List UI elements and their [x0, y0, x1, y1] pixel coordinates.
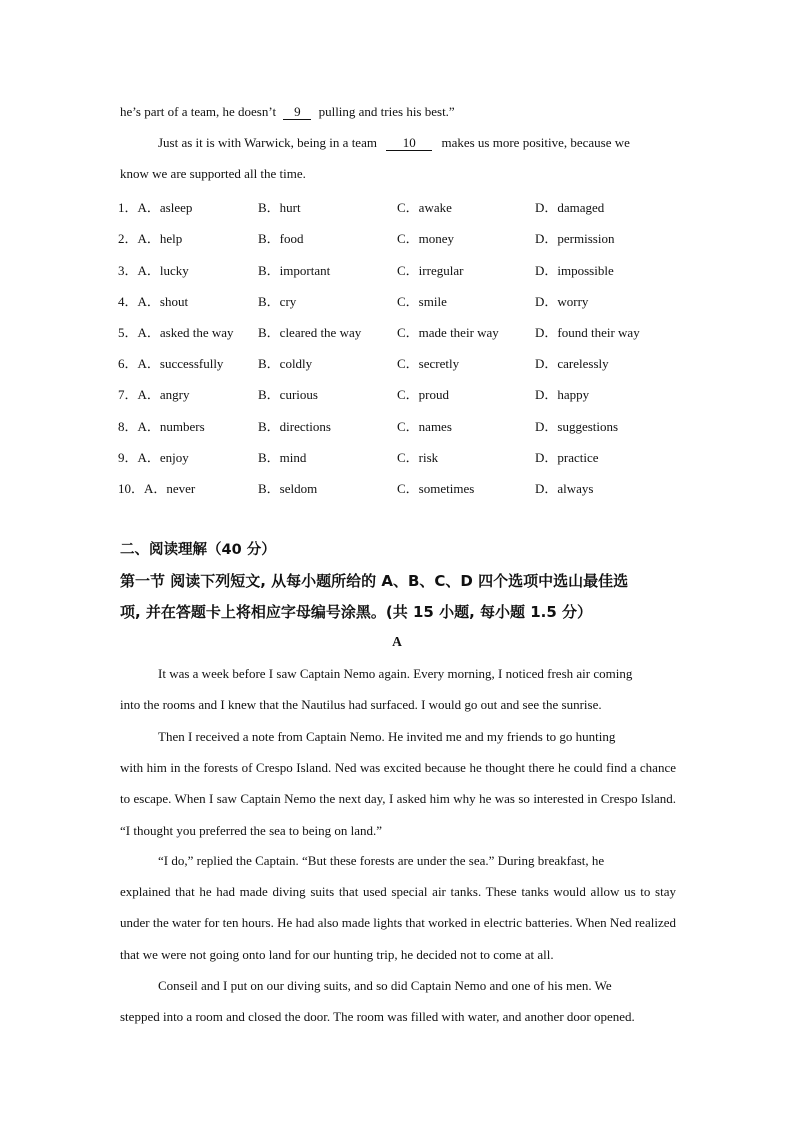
option-d: D．suggestions	[535, 419, 619, 434]
option-a-text: enjoy	[159, 450, 189, 465]
option-b: B．mind	[258, 450, 307, 465]
cloze-line-3	[120, 166, 306, 182]
paragraph-first-line: Then I received a note from Captain Nemo. He invited me and my friends to go hunting	[158, 729, 616, 744]
cloze-line-2	[158, 135, 630, 151]
option-a	[118, 260, 189, 279]
question-row	[118, 416, 678, 436]
option-a	[118, 291, 188, 310]
option-a-text: help	[159, 231, 183, 246]
paragraph-first-line: It was a week before I saw Captain Nemo again. Every morning, I noticed fresh air coming	[158, 666, 633, 681]
question-number: 8．A．	[118, 419, 160, 434]
option-b: B．coldly	[258, 356, 313, 371]
option-a-text: numbers	[159, 419, 205, 434]
option-a-text: asleep	[159, 200, 193, 215]
question-row	[118, 447, 678, 467]
question-row	[118, 353, 678, 373]
option-c: C．secretly	[397, 356, 460, 371]
option-d: D．damaged	[535, 200, 605, 215]
option-a	[118, 447, 189, 466]
paragraph-text: explained that he had made diving suits that used special air tanks. These tanks would allow us to stay under the water for ten hours. He had also made lights that worked in electric batteries. When Ned realized that we were not going onto land for our hunting trip, he decided not to come at all.	[120, 884, 676, 962]
option-a	[118, 416, 205, 435]
option-a-text: successfully	[159, 356, 224, 371]
passage-label: A	[392, 634, 402, 649]
option-b: B．cry	[258, 294, 297, 309]
option-d: D．impossible	[535, 263, 614, 278]
question-number: 2．A．	[118, 231, 160, 246]
section-instruction: 第一节 阅读下列短文, 从每小题所给的 A、B、C、D 四个选项中选山最佳选	[120, 572, 629, 590]
question-row	[118, 228, 678, 248]
option-d: D．found their way	[535, 325, 640, 340]
question-number: 1．A．	[118, 200, 160, 215]
cloze-blank-10: 10	[386, 136, 432, 151]
option-d: D．always	[535, 481, 594, 496]
question-number: 3．A．	[118, 263, 160, 278]
passage-paragraph	[120, 845, 676, 970]
option-b: B．important	[258, 263, 331, 278]
passage-paragraph	[120, 970, 676, 1032]
question-row	[118, 478, 678, 498]
paragraph-first-line: “I do,” replied the Captain. “But these forests are under the sea.” During breakfast, he	[158, 853, 605, 868]
option-a	[118, 197, 192, 216]
option-d: D．practice	[535, 450, 599, 465]
option-a	[118, 384, 190, 403]
option-c: C．money	[397, 231, 455, 246]
option-d: D．happy	[535, 387, 590, 402]
option-a	[118, 478, 195, 497]
option-a	[118, 322, 234, 341]
cloze-text: makes us more positive, because we	[441, 135, 630, 150]
section-instruction: 项, 并在答题卡上将相应字母编号涂黑。(共 15 小题, 每小题 1.5 分）	[120, 603, 593, 621]
option-a	[118, 228, 182, 247]
question-row	[118, 197, 678, 217]
cloze-line-1	[120, 104, 455, 120]
option-d: D．permission	[535, 231, 615, 246]
option-b: B．hurt	[258, 200, 301, 215]
option-c: C．smile	[397, 294, 447, 309]
passage-paragraph	[120, 721, 676, 846]
question-number: 9．A．	[118, 450, 160, 465]
cloze-text: he’s part of a team, he doesn’t	[120, 104, 277, 119]
option-a	[118, 353, 223, 372]
cloze-text: know we are supported all the time.	[120, 166, 306, 181]
question-number: 4．A．	[118, 294, 160, 309]
paragraph-text: into the rooms and I knew that the Nautilus had surfaced. I would go out and see the sunrise.	[120, 697, 602, 713]
question-number: 5．A．	[118, 325, 160, 340]
option-a-text: lucky	[159, 263, 189, 278]
option-b: B．curious	[258, 387, 318, 402]
option-b: B．cleared the way	[258, 325, 362, 340]
question-number: 6．A．	[118, 356, 160, 371]
paragraph-first-line: Conseil and I put on our diving suits, and so did Captain Nemo and one of his men. We	[158, 978, 612, 993]
question-row	[118, 322, 678, 342]
paragraph-text: with him in the forests of Crespo Island. Ned was excited because he thought there he could find a chance to escape. When I saw Captain Nemo the next day, I asked him why he was so interested in Crespo Island. “I thought you preferred the sea to being on land.”	[120, 760, 676, 838]
option-b: B．food	[258, 231, 304, 246]
option-a-text: angry	[159, 387, 190, 402]
paragraph-text: stepped into a room and closed the door. The room was filled with water, and another door opened.	[120, 1009, 635, 1025]
question-row	[118, 384, 678, 404]
option-d: D．worry	[535, 294, 589, 309]
option-c: C．proud	[397, 387, 450, 402]
option-c: C．awake	[397, 200, 452, 215]
option-a-text: asked the way	[159, 325, 234, 340]
option-c: C．risk	[397, 450, 439, 465]
question-number: 10．A．	[118, 481, 167, 496]
option-c: C．irregular	[397, 263, 464, 278]
option-b: B．seldom	[258, 481, 318, 496]
option-c: C．names	[397, 419, 452, 434]
cloze-text: pulling and tries his best.”	[318, 104, 455, 119]
option-b: B．directions	[258, 419, 331, 434]
cloze-text: Just as it is with Warwick, being in a team	[158, 135, 377, 150]
cloze-blank-9: 9	[283, 105, 311, 120]
option-a-text: never	[166, 481, 196, 496]
option-a-text: shout	[159, 294, 189, 309]
option-c: C．sometimes	[397, 481, 475, 496]
option-c: C．made their way	[397, 325, 499, 340]
passage-paragraph	[120, 658, 676, 720]
question-row	[118, 260, 678, 280]
question-number: 7．A．	[118, 387, 160, 402]
option-d: D．carelessly	[535, 356, 609, 371]
question-row	[118, 291, 678, 311]
section-title: 二、阅读理解（40 分）	[120, 542, 276, 558]
